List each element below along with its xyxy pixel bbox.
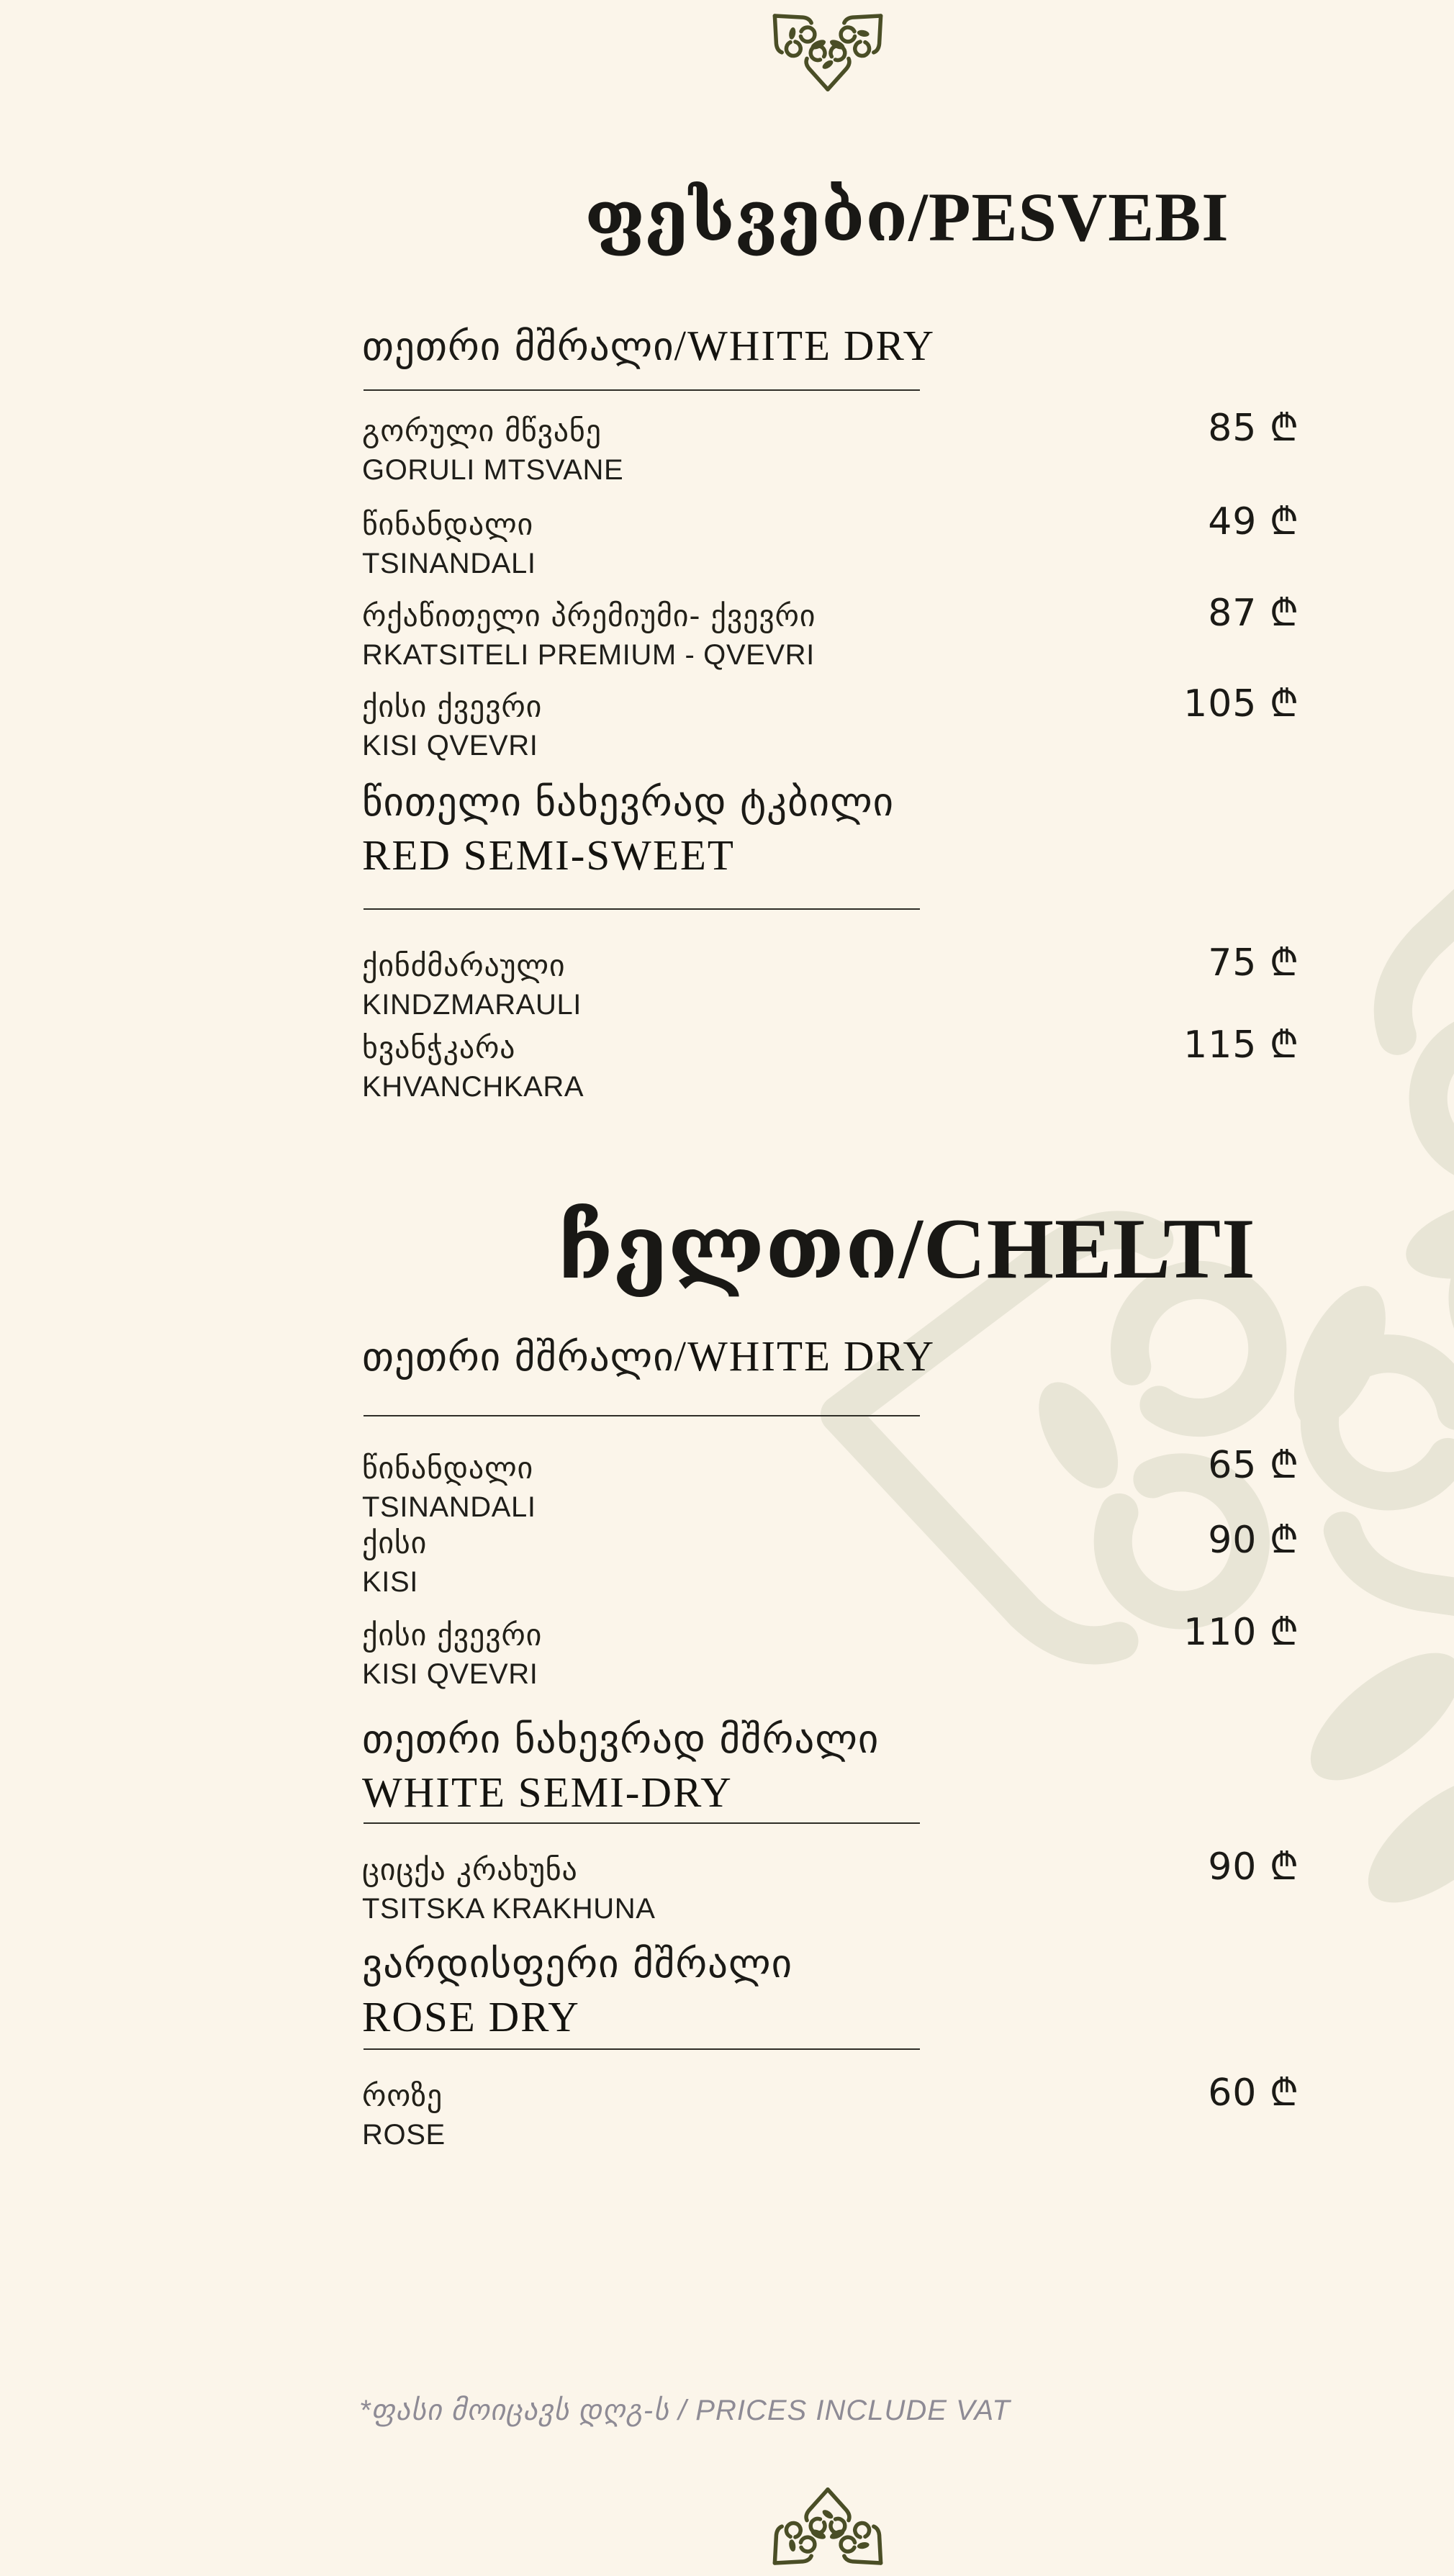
item-name-georgian: გორული მწვანე (362, 413, 602, 448)
menu-item (362, 1444, 1299, 1524)
item-name-latin: ROSE (362, 2119, 446, 2151)
section-header-white-dry-2 (362, 1332, 1300, 1381)
menu-item (362, 941, 1299, 1021)
item-name-georgian: ქისი ქვევრი (362, 1617, 543, 1653)
group-title-chelti: ჩელთი/CHELTI (558, 1201, 1256, 1296)
section-divider (364, 2048, 920, 2050)
section-header-georgian: წითელი ნახევრად ტკბილი (362, 779, 895, 825)
item-name-georgian: ციცქა კრახუნა (362, 1852, 578, 1887)
section-header-latin: ROSE DRY (362, 1993, 580, 2041)
item-name-georgian: ხვანჭკარა (362, 1030, 516, 1065)
floral-heart-ornament-bottom (764, 2485, 891, 2575)
group-title-pesvebi: ფესვები/PESVEBI (584, 178, 1229, 256)
item-price: 87 ₾ (1208, 592, 1299, 635)
section-divider (364, 908, 920, 910)
section-header-white-dry (362, 321, 1300, 371)
section-header-red-semi-sweet (362, 777, 1300, 880)
item-price: 85 ₾ (1208, 407, 1299, 450)
item-price: 105 ₾ (1183, 682, 1299, 726)
section-header-latin: RED SEMI-SWEET (362, 831, 735, 880)
item-name-latin: KISI QVEVRI (362, 1658, 538, 1691)
item-name-latin: KINDZMARAULI (362, 989, 582, 1021)
item-name-latin: KISI QVEVRI (362, 730, 538, 762)
section-divider (364, 389, 920, 391)
item-name-georgian: ქისი (362, 1525, 428, 1560)
item-name-latin: TSINANDALI (362, 548, 536, 580)
item-name-latin: KHVANCHKARA (362, 1071, 584, 1103)
item-name-latin: KISI (362, 1566, 418, 1599)
item-name-georgian: წინანდალი (362, 507, 534, 542)
menu-item (362, 592, 1299, 672)
item-price: 90 ₾ (1208, 1519, 1299, 1562)
section-header-rose-dry (362, 1939, 1300, 2042)
item-price: 90 ₾ (1208, 1845, 1299, 1889)
menu-item (362, 1519, 1299, 1599)
floral-heart-ornament-top (764, 4, 891, 94)
item-name-georgian: წინანდალი (362, 1450, 534, 1486)
item-price: 60 ₾ (1208, 2071, 1299, 2115)
section-header-separator: / (674, 322, 688, 369)
section-header-georgian: თეთრი მშრალი (362, 1334, 674, 1380)
menu-item (362, 2071, 1299, 2151)
section-header-white-semi-dry (362, 1714, 1300, 1817)
section-divider (364, 1415, 920, 1416)
item-name-georgian: როზე (362, 2078, 443, 2113)
item-price: 115 ₾ (1183, 1023, 1299, 1067)
item-price: 65 ₾ (1208, 1444, 1299, 1487)
menu-item (362, 500, 1299, 580)
section-header-separator: / (674, 1332, 688, 1380)
item-name-georgian: ქინძმარაული (362, 948, 566, 983)
item-name-georgian: რქაწითელი პრემიუმი- ქვევრი (362, 598, 816, 633)
item-name-latin: RKATSITELI PREMIUM - QVEVRI (362, 639, 815, 672)
menu-item (362, 1845, 1299, 1925)
section-header-latin: WHITE SEMI-DRY (362, 1768, 733, 1817)
item-name-georgian: ქისი ქვევრი (362, 689, 543, 724)
item-price: 75 ₾ (1208, 941, 1299, 985)
section-header-georgian: თეთრი ნახევრად მშრალი (362, 1716, 880, 1762)
item-price: 110 ₾ (1183, 1611, 1299, 1654)
section-header-latin: WHITE DRY (687, 322, 936, 369)
item-name-latin: GORULI MTSVANE (362, 454, 624, 487)
menu-item (362, 682, 1299, 762)
section-divider (364, 1822, 920, 1824)
section-header-latin: WHITE DRY (687, 1332, 936, 1380)
vat-footnote: *ფასი მოიცავს დღგ-ს / PRICES INCLUDE VAT (359, 2395, 1011, 2426)
section-header-georgian: ვარდისფერი მშრალი (362, 1940, 793, 1987)
item-name-latin: TSITSKA KRAKHUNA (362, 1893, 656, 1925)
item-price: 49 ₾ (1208, 500, 1299, 543)
menu-item (362, 1023, 1299, 1103)
item-name-latin: TSINANDALI (362, 1491, 536, 1524)
section-header-georgian: თეთრი მშრალი (362, 323, 674, 369)
menu-item (362, 1611, 1299, 1691)
menu-item (362, 407, 1299, 487)
